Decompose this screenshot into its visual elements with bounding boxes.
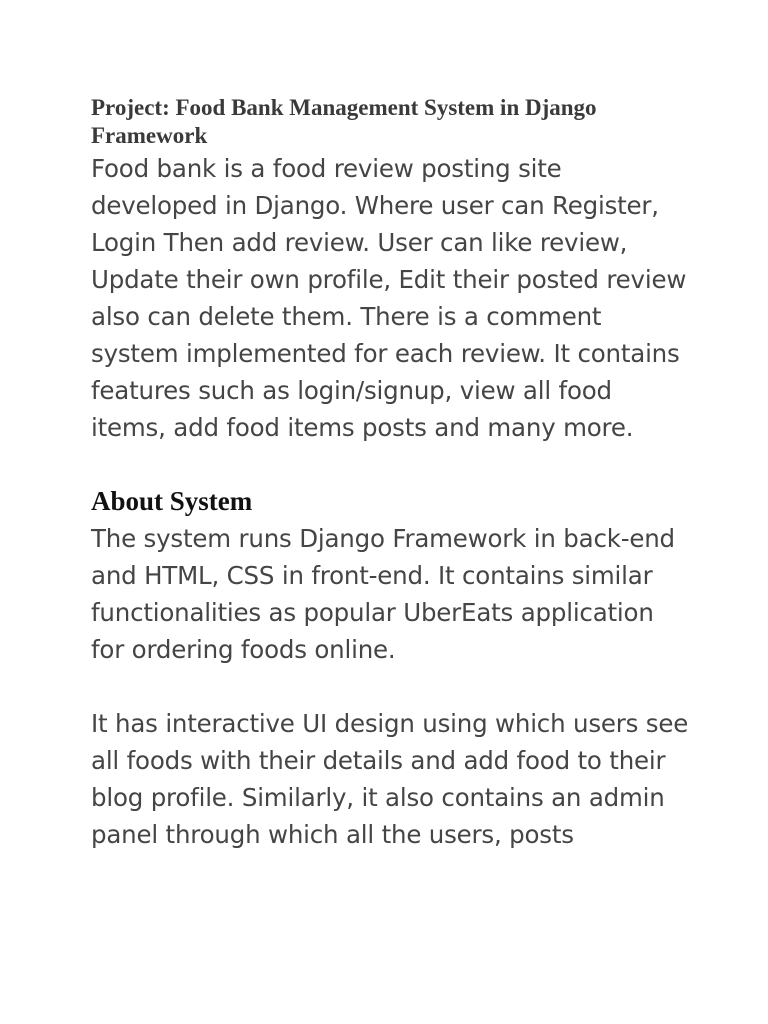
about-paragraph-2: It has interactive UI design using which users see all foods with their details and add food to their blog profile. Similarly, it also contains an admin panel through which all the users, posts	[91, 709, 689, 849]
about-system-heading: About System	[91, 486, 253, 516]
project-heading: Project: Food Bank Management System in Django Framework	[91, 95, 597, 148]
intro-paragraph: Food bank is a food review posting site developed in Django. Where user can Register, Login Then add review. User can like review, Update their own profile, Edit their posted review also can delete them. There is a comment system implemented for each review. It contains features such as login/signup, view all food items, add food items posts and many more.	[91, 154, 687, 442]
document-page	[91, 94, 691, 853]
about-paragraph-1: The system runs Django Framework in back-end and HTML, CSS in front-end. It contains similar functionalities as popular UberEats application for ordering foods online.	[91, 524, 675, 664]
